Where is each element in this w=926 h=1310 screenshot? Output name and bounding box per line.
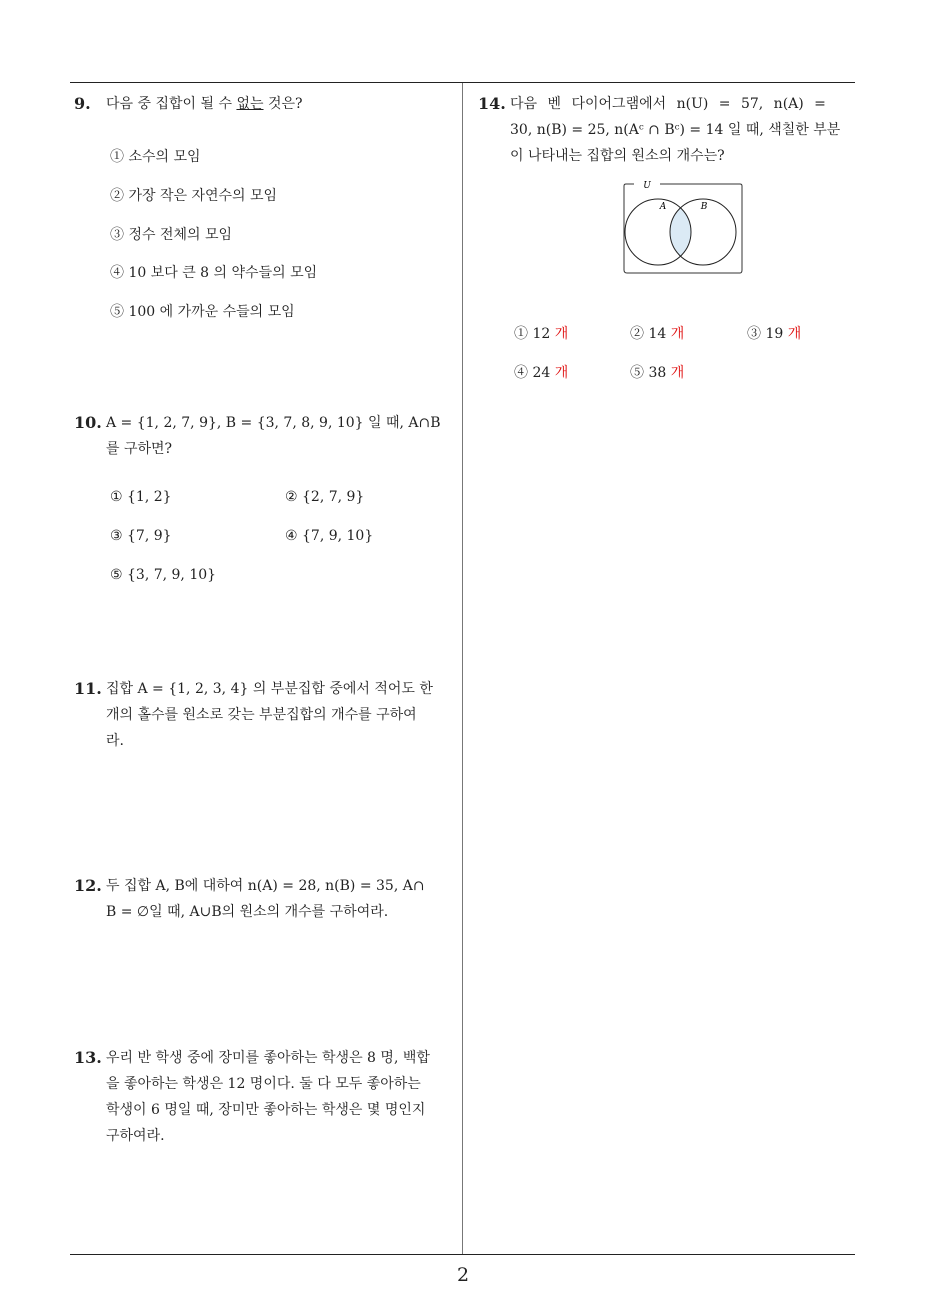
question-number: 12. — [74, 876, 102, 895]
label-a: A — [659, 202, 667, 212]
question-text-line: A = {1, 2, 7, 9}, B = {3, 7, 8, 9, 10} 일 때, A∩B — [106, 415, 441, 431]
option[interactable]: ④ 24 개 — [514, 365, 569, 381]
option[interactable]: ② {2, 7, 9} — [285, 489, 365, 505]
unit-label: 개 — [554, 326, 569, 342]
unit-label: 개 — [670, 326, 685, 342]
label-b: B — [700, 202, 708, 212]
option[interactable]: ③ 정수 전체의 모임 — [110, 227, 233, 243]
question-text-line: B = ∅일 때, A∪B의 원소의 개수를 구하여라. — [106, 904, 389, 920]
question-text-line: 학생이 6 명일 때, 장미만 좋아하는 학생은 몇 명인지 — [106, 1102, 426, 1118]
question-number: 11. — [74, 679, 102, 698]
question-text-line: 라. — [106, 733, 124, 749]
bottom-rule — [70, 1254, 855, 1255]
option[interactable]: ② 가장 작은 자연수의 모임 — [110, 188, 278, 204]
question-text: 다음 중 집합이 될 수 없는 것은? — [106, 96, 303, 112]
unit-label: 개 — [670, 365, 685, 381]
question-number: 13. — [74, 1048, 102, 1067]
option[interactable]: ④ {7, 9, 10} — [285, 528, 374, 544]
option[interactable]: ① 소수의 모임 — [110, 149, 201, 165]
page-number: 2 — [456, 1264, 470, 1286]
option[interactable]: ⑤ 100 에 가까운 수들의 모임 — [110, 304, 295, 320]
label-u: U — [643, 181, 651, 191]
unit-label: 개 — [787, 326, 802, 342]
question-number: 9. — [74, 94, 91, 113]
column-divider — [462, 83, 463, 1255]
unit-label: 개 — [554, 365, 569, 381]
option[interactable]: ② 14 개 — [630, 326, 685, 342]
option[interactable]: ⑤ {3, 7, 9, 10} — [110, 567, 217, 583]
option[interactable]: ⑤ 38 개 — [630, 365, 685, 381]
option[interactable]: ③ {7, 9} — [110, 528, 172, 544]
question-text-line: 개의 홀수를 원소로 갖는 부분집합의 개수를 구하여 — [106, 707, 417, 723]
option[interactable]: ① {1, 2} — [110, 489, 172, 505]
question-text-line: 구하여라. — [106, 1128, 165, 1144]
question-text-line: 다음 벤 다이어그램에서 n(U) = 57, n(A) = — [510, 96, 826, 112]
question-text-line: 우리 반 학생 중에 장미를 좋아하는 학생은 8 명, 백합 — [106, 1050, 430, 1066]
question-text-line: 두 집합 A, B에 대하여 n(A) = 28, n(B) = 35, A∩ — [106, 878, 425, 894]
option[interactable]: ① 12 개 — [514, 326, 569, 342]
question-text-line: 를 구하면? — [106, 441, 173, 457]
question-number: 10. — [74, 413, 102, 432]
question-text-line: 집합 A = {1, 2, 3, 4} 의 부분집합 중에서 적어도 한 — [106, 681, 433, 697]
question-number: 14. — [478, 94, 506, 113]
venn-diagram — [620, 176, 748, 276]
question-text-line: 을 좋아하는 학생은 12 명이다. 둘 다 모두 좋아하는 — [106, 1076, 421, 1092]
question-text-line: 이 나타내는 집합의 원소의 개수는? — [510, 148, 725, 164]
underlined-word: 없는 — [236, 96, 264, 112]
option[interactable]: ③ 19 개 — [747, 326, 802, 342]
question-text-line: 30, n(B) = 25, n(Aᶜ ∩ Bᶜ) = 14 일 때, 색칠한 부분 — [510, 122, 841, 138]
option[interactable]: ④ 10 보다 큰 8 의 약수들의 모임 — [110, 265, 318, 281]
